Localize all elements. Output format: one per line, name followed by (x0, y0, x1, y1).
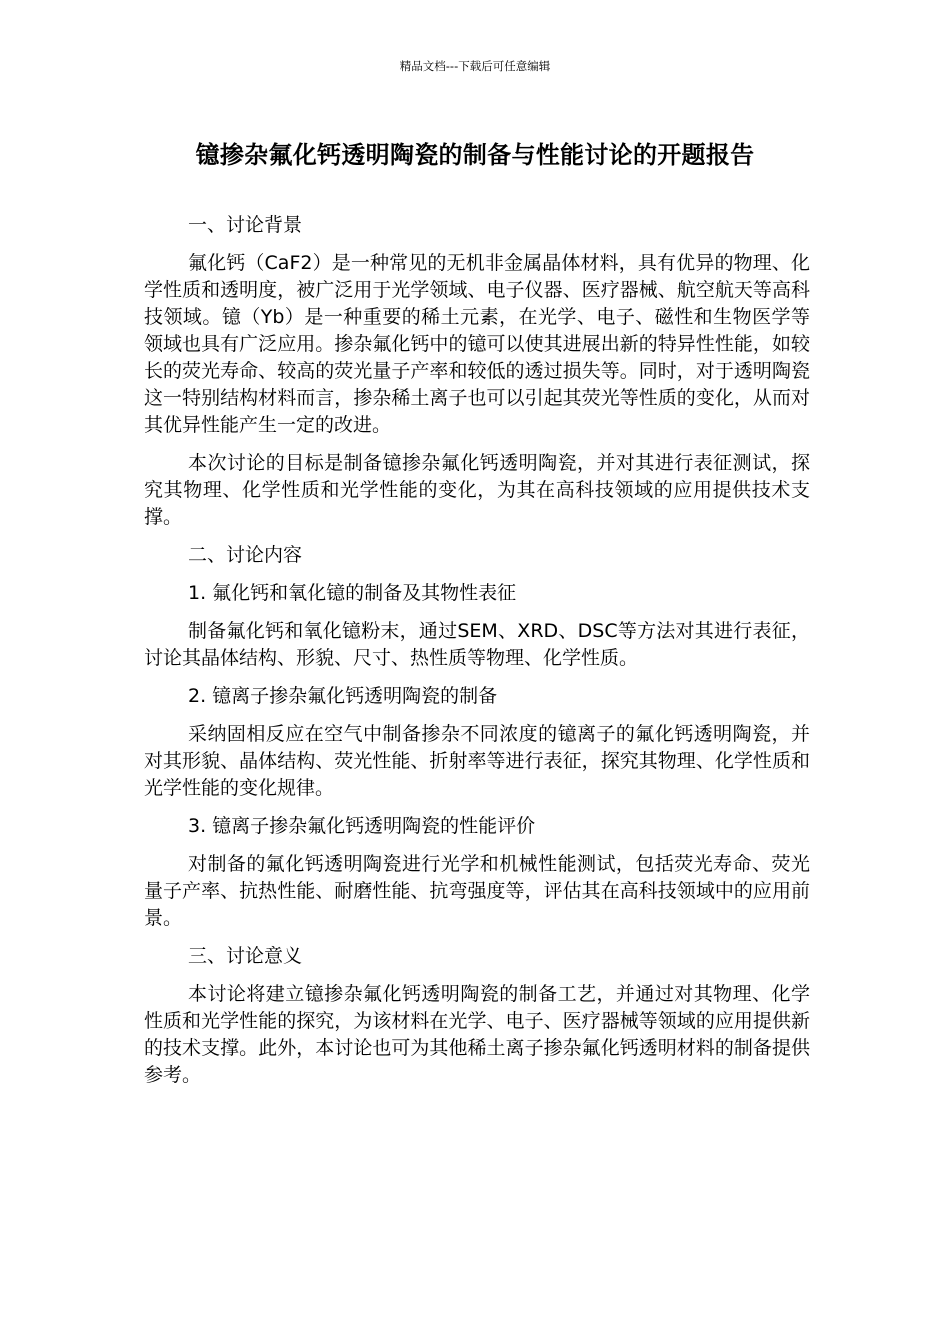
paragraph-preparation-characterization: 制备氟化钙和氧化镱粉末，通过SEM、XRD、DSC等方法对其进行表征，讨论其晶体结构、形貌、尺寸、热性质等物理、化学性质。 (144, 620, 810, 669)
paragraph-significance: 本讨论将建立镱掺杂氟化钙透明陶瓷的制备工艺，并通过对其物理、化学性质和光学性能的探究，为该材料在光学、电子、医疗器械等领域的应用提供新的技术支撑。此外，本讨论也可为其他稀土离子掺杂氟化钙透明材料的制备提供参考。 (144, 983, 810, 1086)
paragraph-background-2: 本次讨论的目标是制备镱掺杂氟化钙透明陶瓷，并对其进行表征测试，探究其物理、化学性质和光学性能的变化，为其在高科技领域的应用提供技术支撑。 (144, 452, 810, 528)
page-header: 精品文档---下载后可任意编辑 (399, 59, 551, 73)
document-title: 镱掺杂氟化钙透明陶瓷的制备与性能讨论的开题报告 (195, 141, 755, 169)
subheading-preparation-characterization: 1. 氟化钙和氧化镱的制备及其物性表征 (188, 582, 517, 604)
paragraph-ceramic-preparation: 采纳固相反应在空气中制备掺杂不同浓度的镱离子的氟化钙透明陶瓷，并对其形貌、晶体结构、荧光性能、折射率等进行表征，探究其物理、化学性质和光学性能的变化规律。 (144, 723, 810, 799)
subheading-ceramic-preparation: 2. 镱离子掺杂氟化钙透明陶瓷的制备 (188, 685, 498, 707)
subheading-performance-evaluation: 3. 镱离子掺杂氟化钙透明陶瓷的性能评价 (188, 815, 536, 837)
section-heading-content: 二、讨论内容 (188, 544, 303, 566)
paragraph-performance-evaluation: 对制备的氟化钙透明陶瓷进行光学和机械性能测试，包括荧光寿命、荧光量子产率、抗热性能、耐磨性能、抗弯强度等，评估其在高科技领域中的应用前景。 (144, 853, 810, 929)
section-heading-background: 一、讨论背景 (188, 214, 303, 236)
document-body (144, 212, 810, 1100)
paragraph-background-1: 氟化钙（CaF2）是一种常见的无机非金属晶体材料，具有优异的物理、化学性质和透明度，被广泛用于光学领域、电子仪器、医疗器械、航空航天等高科技领域。镱（Yb）是一种重要的稀土元素，在光学、电子、磁性和生物医学等领域也具有广泛应用。掺杂氟化钙中的镱可以使其进展出新的特异性性能，如较长的荧光寿命、较高的荧光量子产率和较低的透过损失等。同时，对于透明陶瓷这一特别结构材料而言，掺杂稀土离子也可以引起其荧光等性质的变化，从而对其优异性能产生一定的改进。 (144, 252, 810, 436)
section-heading-significance: 三、讨论意义 (188, 945, 303, 967)
